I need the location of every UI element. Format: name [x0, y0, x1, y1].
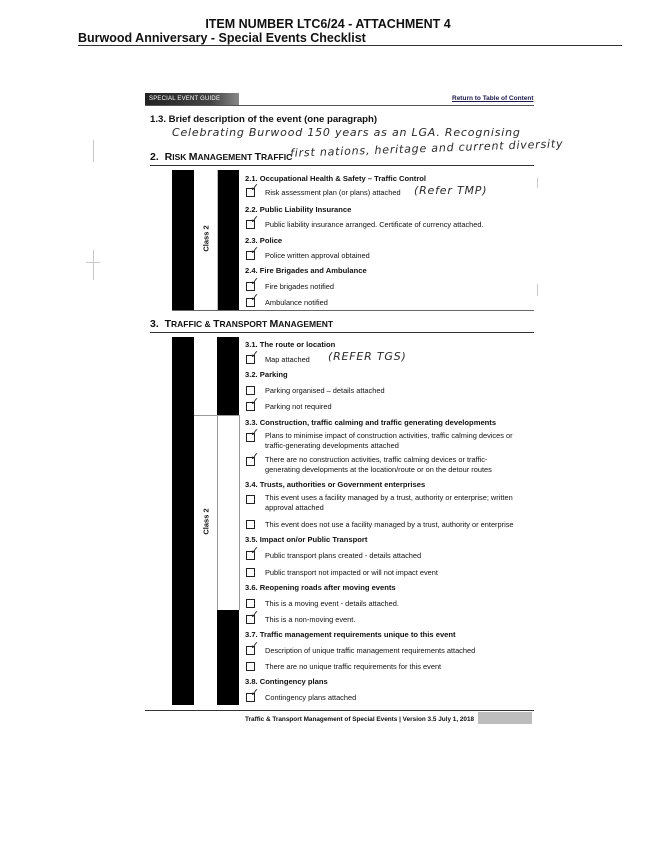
checkbox-moving-event[interactable] — [246, 599, 255, 608]
check-mark-icon: ✓ — [250, 451, 260, 463]
section-2-class-label: Class 2 — [201, 225, 211, 252]
document-subtitle: Burwood Anniversary - Special Events Checklist — [78, 31, 366, 45]
scan-mark — [93, 250, 94, 280]
heading-2-1: 2.1. Occupational Health & Safety – Traffic Control — [245, 174, 427, 183]
checkbox-uses-facility[interactable] — [246, 495, 255, 504]
scan-mark — [86, 262, 100, 263]
footer-logo — [478, 712, 532, 724]
heading-2-2: 2.2. Public Liability Insurance — [245, 205, 352, 214]
item-public-liability: Public liability insurance arranged. Certificate of currency attached. — [265, 220, 484, 229]
item-no-construction: There are no construction activities, traffic calming devices or traffic- generating developments at the location/route or on the detour routes — [265, 455, 492, 474]
scan-mark — [93, 140, 94, 162]
return-to-toc-link[interactable]: Return to Table of Content — [452, 95, 534, 102]
section-2-black-column-right — [217, 170, 239, 310]
heading-3-5: 3.5. Impact on/or Public Transport — [245, 535, 368, 544]
footer-divider — [145, 710, 534, 711]
checkbox-no-unique-requirements[interactable] — [246, 662, 255, 671]
section-1-3-title: 1.3. Brief description of the event (one paragraph) — [150, 114, 378, 125]
check-mark-icon: ✓ — [250, 609, 260, 621]
handwritten-description-line-1: Celebrating Burwood 150 years as an LGA. Recognising — [172, 126, 521, 139]
item-transport-plans: Public transport plans created - details attached — [265, 551, 422, 560]
check-mark-icon: ✓ — [250, 214, 260, 226]
checkbox-no-facility[interactable] — [246, 520, 255, 529]
section-3-title: 3. TRAFFIC & TRANSPORT MANAGEMENT — [150, 318, 334, 330]
section-2-divider — [150, 165, 534, 166]
section-3-column-line-right — [239, 415, 240, 610]
handwritten-refer-tmp: (Refer TMP) — [414, 184, 488, 197]
heading-3-8: 3.8. Contingency plans — [245, 677, 328, 686]
section-2-title: 2. RISK MANAGEMENT TRAFFIC — [150, 151, 293, 163]
section-3-black-column-right-top — [217, 337, 239, 415]
heading-3-1: 3.1. The route or location — [245, 340, 336, 349]
checkbox-transport-not-impacted[interactable] — [246, 568, 255, 577]
check-mark-icon: ✓ — [250, 640, 260, 652]
item-moving-event: This is a moving event - details attached. — [265, 599, 399, 608]
item-police-approval: Police written approval obtained — [265, 251, 370, 260]
check-mark-icon: ✓ — [250, 396, 260, 408]
heading-3-7: 3.7. Traffic management requirements unique to this event — [245, 630, 456, 639]
special-event-guide-badge: SPECIAL EVENT GUIDE — [145, 93, 239, 105]
check-mark-icon: ✓ — [250, 545, 260, 557]
item-ambulance: Ambulance notified — [265, 298, 328, 307]
guide-divider — [145, 105, 534, 106]
section-3-class-label: Class 2 — [201, 508, 211, 535]
check-mark-icon: ✓ — [250, 427, 260, 439]
scan-mark — [537, 178, 538, 188]
section-2-class-cell — [194, 170, 218, 310]
section-3-column-line — [217, 415, 218, 610]
item-uses-facility: This event uses a facility managed by a trust, authority or enterprise; written approval attached — [265, 493, 513, 512]
item-construction-plans: Plans to minimise impact of construction activities, traffic calming devices or traffic-generating developments attached — [265, 431, 513, 450]
check-mark-icon: ✓ — [250, 182, 260, 194]
checkbox-parking-organised[interactable] — [246, 386, 255, 395]
item-risk-assessment: Risk assessment plan (or plans) attached — [265, 188, 401, 197]
heading-2-3: 2.3. Police — [245, 236, 283, 245]
item-fire-brigades: Fire brigades notified — [265, 282, 335, 291]
item-parking-organised: Parking organised – details attached — [265, 386, 385, 395]
check-mark-icon: ✓ — [250, 276, 260, 288]
heading-3-3: 3.3. Construction, traffic calming and traffic generating developments — [245, 418, 497, 427]
check-mark-icon: ✓ — [250, 245, 260, 257]
item-map-attached: Map attached — [265, 355, 310, 364]
section-3-row-rule — [194, 415, 239, 416]
section-2-bottom-rule — [172, 310, 534, 311]
item-unique-requirements: Description of unique traffic management requirements attached — [265, 646, 476, 655]
item-contingency-plans: Contingency plans attached — [265, 693, 357, 702]
item-parking-not-required: Parking not required — [265, 402, 332, 411]
heading-2-4: 2.4. Fire Brigades and Ambulance — [245, 266, 367, 275]
handwritten-refer-tgs: (REFER TGS) — [328, 350, 407, 363]
check-mark-icon: ✓ — [250, 349, 260, 361]
item-no-facility: This event does not use a facility managed by a trust, authority or enterprise — [265, 520, 514, 529]
heading-3-4: 3.4. Trusts, authorities or Government enterprises — [245, 480, 426, 489]
check-mark-icon: ✓ — [250, 292, 260, 304]
heading-3-6: 3.6. Reopening roads after moving events — [245, 583, 396, 592]
heading-3-2: 3.2. Parking — [245, 370, 288, 379]
section-3-black-column — [172, 337, 194, 705]
item-number-heading: ITEM NUMBER LTC6/24 - ATTACHMENT 4 — [205, 17, 451, 31]
section-3-divider — [150, 332, 534, 333]
item-no-unique-requirements: There are no unique traffic requirements for this event — [265, 662, 442, 671]
header-divider — [78, 45, 622, 46]
section-2-black-column — [172, 170, 194, 310]
check-mark-icon: ✓ — [250, 687, 260, 699]
item-transport-not-impacted: Public transport not impacted or will not impact event — [265, 568, 438, 577]
section-3-black-column-right-bottom — [217, 610, 239, 705]
handwritten-description-line-2: first nations, heritage and current diversity — [289, 137, 564, 160]
footer-version-text: Traffic & Transport Management of Special Events | Version 3.5 July 1, 2018 — [245, 716, 475, 723]
item-non-moving-event: This is a non-moving event. — [265, 615, 356, 624]
scan-mark — [537, 284, 538, 296]
